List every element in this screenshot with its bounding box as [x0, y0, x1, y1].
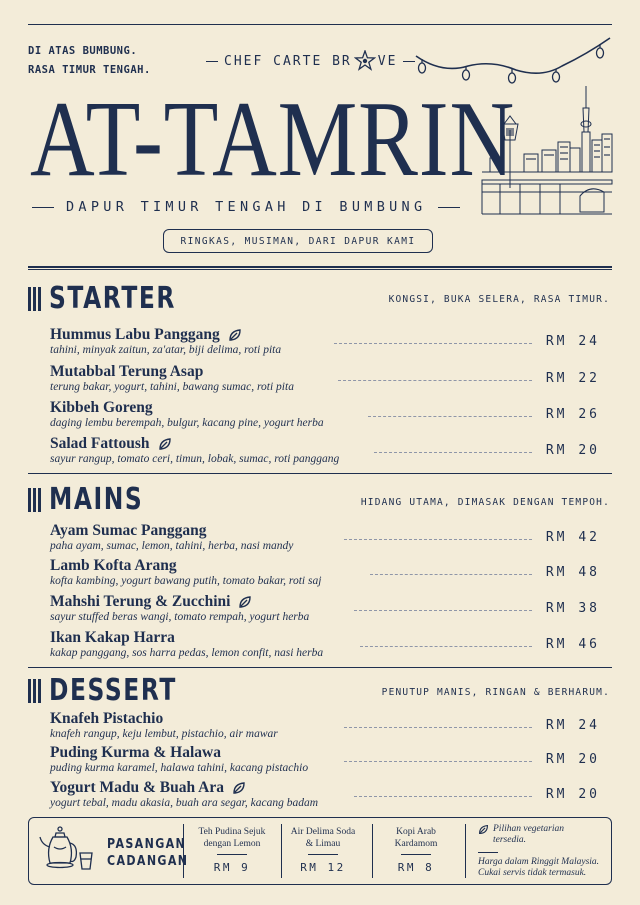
item-name: Knafeh Pistachio [50, 710, 164, 727]
chef-dash-left [206, 61, 218, 62]
section-bars-icon [28, 679, 41, 703]
item-description: daging lembu berempah, bulgur, kacang pine, yogurt herba [50, 417, 324, 429]
item-name: Yogurt Madu & Buah Ara [50, 779, 224, 796]
vegetarian-leaf-icon [478, 824, 489, 835]
item-description: sayur rangup, tomato ceri, timun, lobak, sumac, roti panggang [50, 453, 340, 465]
item-description: puding kurma karamel, halawa tahini, kacang pistachio [50, 762, 309, 774]
leader-dots [354, 796, 532, 797]
legend [478, 824, 606, 879]
item-description: kakap panggang, sos harra pedas, lemon confit, nasi herba [50, 647, 324, 659]
drink-rule [401, 854, 431, 855]
section-header-starter [28, 281, 212, 316]
item-description: terung bakar, yogurt, tahini, bawang sumac, roti pita [50, 381, 294, 393]
section-title: DESSERT [49, 673, 177, 708]
item-price: RM 46 [545, 637, 600, 652]
item-price: RM 24 [545, 718, 600, 733]
section-header-mains [28, 482, 170, 517]
tagline [28, 42, 151, 80]
tagline-line-1: DI ATAS BUMBUNG. [28, 45, 138, 57]
menu-item [50, 363, 612, 397]
menu-item [50, 522, 612, 556]
section-title: STARTER [49, 281, 176, 316]
item-name: Mutabbal Terung Asap [50, 363, 204, 380]
menu-item [50, 399, 612, 433]
drink-name: Kopi Arab [396, 827, 436, 837]
drink-name-line-2: dengan Lemon [203, 839, 261, 849]
menu-item [50, 593, 612, 627]
menu-item [50, 779, 612, 813]
section-bars-icon [28, 287, 41, 311]
menu-item [50, 744, 612, 778]
item-description: kofta kambing, yogurt bawang putih, tomato bakar, roti saj [50, 575, 322, 587]
drink-name: Air Delima Soda [290, 827, 356, 837]
item-description: paha ayam, sumac, lemon, tahini, herba, nasi mandy [50, 540, 294, 552]
section-bars-icon [28, 488, 41, 512]
drink-price: RM 12 [300, 861, 346, 874]
top-rule [28, 24, 612, 25]
vegetarian-leaf-icon [232, 781, 246, 795]
section-divider [28, 473, 612, 474]
leader-dots [354, 610, 532, 611]
section-header-dessert [28, 673, 213, 708]
pairing-divider [183, 824, 184, 878]
drink-item [278, 826, 368, 874]
section-divider [28, 667, 612, 668]
item-price: RM 26 [545, 407, 600, 422]
restaurant-title: AT-TAMRIN [30, 80, 516, 199]
tagline-line-2: RASA TIMUR TENGAH. [28, 64, 151, 76]
item-name: Puding Kurma & Halawa [50, 744, 221, 761]
star-icon [354, 50, 376, 72]
pairings-title-line-2: CADANGAN [107, 854, 189, 869]
section-note: HIDANG UTAMA, DIMASAK DENGAN TEMPOH. [360, 497, 610, 508]
legend-price-note-1: Harga dalam Ringgit Malaysia. [478, 857, 600, 867]
item-name: Ikan Kakap Harra [50, 629, 175, 646]
pairings-title-line-1: PASANGAN [107, 837, 187, 852]
leader-dots [368, 416, 532, 417]
item-name: Mahshi Terung & Zucchini [50, 593, 231, 610]
vegetarian-leaf-icon [158, 437, 172, 451]
subtitle [32, 199, 460, 215]
drink-name-line-2: & Limau [305, 839, 341, 849]
item-price: RM 20 [545, 443, 600, 458]
item-description: yogurt tebal, madu akasia, buah ara segar, kacang badam [50, 797, 318, 809]
item-name: Lamb Kofta Arang [50, 557, 177, 574]
item-price: RM 20 [545, 787, 600, 802]
drink-price: RM 9 [213, 861, 251, 874]
item-name: Kibbeh Goreng [50, 399, 153, 416]
menu-item [50, 435, 612, 469]
leader-dots [338, 380, 532, 381]
leader-dots [360, 646, 532, 647]
drink-name: Teh Pudina Sejuk [198, 827, 266, 837]
item-description: tahini, minyak zaitun, za'atar, biji delima, roti pita [50, 344, 282, 356]
subtitle-rule-right [438, 207, 460, 208]
item-name: Salad Fattoush [50, 435, 150, 452]
item-name: Ayam Sumac Panggang [50, 522, 207, 539]
legend-rule [478, 852, 498, 853]
pairings-title [107, 836, 188, 870]
legend-vegetarian-line-2: tersedia. [493, 835, 526, 845]
leader-dots [374, 452, 532, 453]
drink-rule [217, 854, 247, 855]
string-lights-illustration [412, 30, 614, 85]
item-price: RM 38 [545, 601, 600, 616]
leader-dots [344, 761, 532, 762]
item-price: RM 22 [545, 371, 600, 386]
header-divider [28, 266, 612, 270]
subtitle-rule-left [32, 207, 54, 208]
subtitle-text: DAPUR TIMUR TENGAH DI BUMBUNG [66, 199, 427, 215]
chef-label-left: CHEF CARTE BR [224, 53, 352, 69]
item-price: RM 42 [545, 530, 600, 545]
item-name: Hummus Labu Panggang [50, 326, 220, 343]
section-note: PENUTUP MANIS, RINGAN & BERHARUM. [381, 687, 610, 698]
menu-item [50, 557, 612, 591]
legend-vegetarian-line-1: Pilihan vegetarian [493, 824, 564, 834]
leader-dots [344, 727, 532, 728]
chef-label-right: VE [377, 53, 398, 69]
item-description: sayur stuffed beras wangi, tomato rempah, yogurt herba [50, 611, 310, 623]
teapot-icon [38, 823, 98, 879]
drink-rule [308, 854, 338, 855]
leader-dots [344, 539, 532, 540]
section-note: KONGSI, BUKA SELERA, RASA TIMUR. [388, 294, 610, 305]
menu-item [50, 710, 612, 744]
item-description: knafeh rangup, keju lembut, pistachio, air mawar [50, 728, 278, 740]
menu-item [50, 326, 612, 360]
item-price: RM 48 [545, 565, 600, 580]
drink-item [187, 826, 277, 874]
vegetarian-leaf-icon [228, 328, 242, 342]
section-title: MAINS [49, 482, 144, 517]
drink-name-line-2: Kardamom [394, 839, 438, 849]
tagline-pill: RINGKAS, MUSIMAN, DARI DAPUR KAMI [163, 229, 433, 253]
item-price: RM 20 [545, 752, 600, 767]
chef-badge [206, 50, 415, 72]
drink-item [371, 826, 461, 874]
pairing-divider [465, 824, 466, 878]
legend-price-note-2: Cukai servis tidak termasuk. [478, 868, 587, 878]
leader-dots [370, 574, 532, 575]
vegetarian-leaf-icon [238, 595, 252, 609]
menu-item [50, 629, 612, 663]
drink-price: RM 8 [397, 861, 435, 874]
item-price: RM 24 [545, 334, 600, 349]
leader-dots [334, 343, 532, 344]
